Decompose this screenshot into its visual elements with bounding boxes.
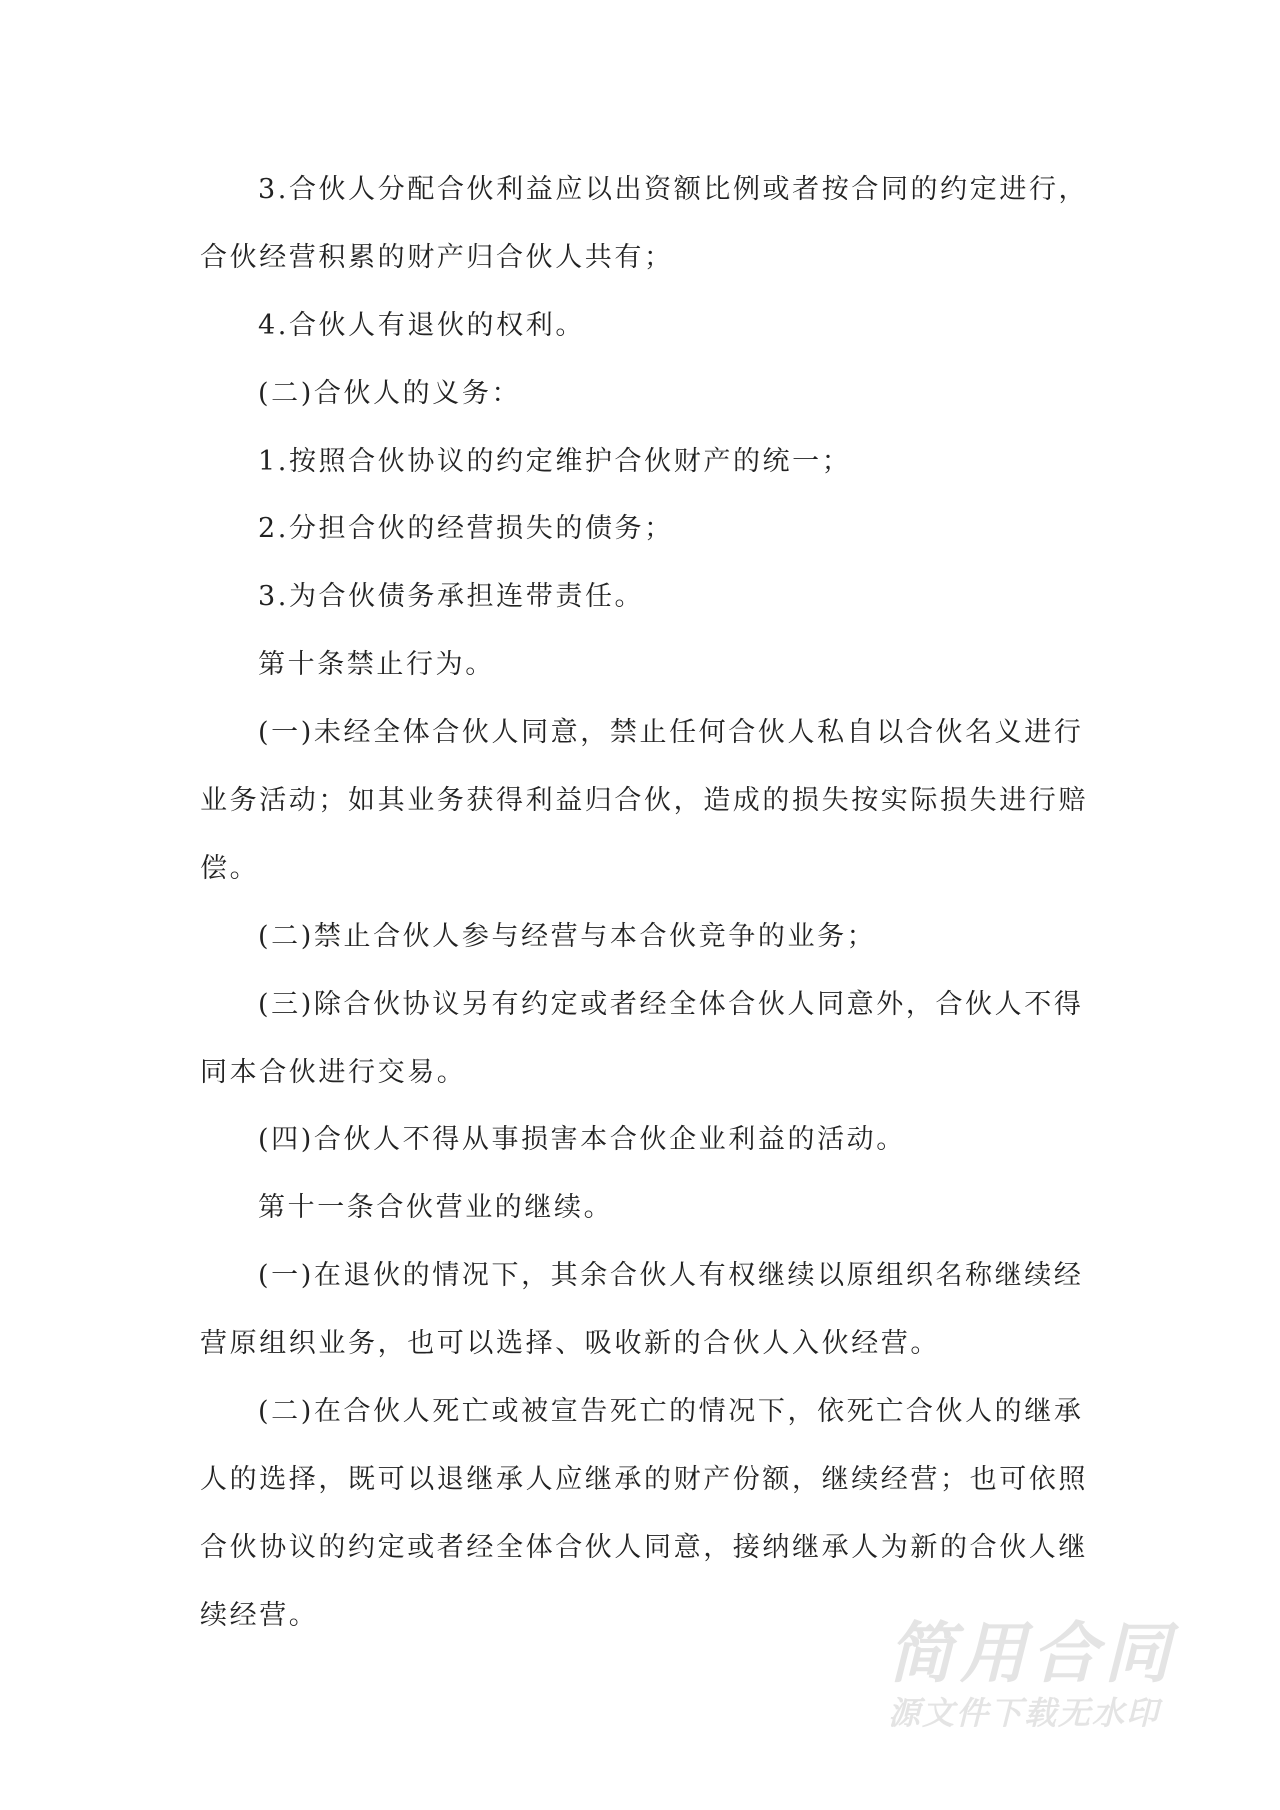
text-line: 续经营。 [200,1599,319,1631]
text-line: 合伙经营积累的财产归合伙人共有； [200,241,674,273]
document-body [200,168,1100,1662]
text-line: 第十一条合伙营业的继续。 [258,1192,614,1224]
text-line: (一)在退伙的情况下，其余合伙人有权继续以原组织名称继续经 [258,1260,1084,1292]
text-line: (二)合伙人的义务： [258,377,522,409]
text-line: (四)合伙人不得从事损害本合伙企业利益的活动。 [258,1124,906,1156]
text-line: 人的选择，既可以退继承人应继承的财产份额，继续经营；也可依照 [200,1463,1088,1495]
text-line: 第十条禁止行为。 [258,649,495,681]
text-line: 1.按照合伙协议的约定维护合伙财产的统一； [258,445,852,477]
text-line: (二)禁止合伙人参与经营与本合伙竞争的业务； [258,920,877,952]
text-line: 同本合伙进行交易。 [200,1056,467,1088]
text-line: 偿。 [200,852,260,884]
text-line: 3.合伙人分配合伙利益应以出资额比例或者按合同的约定进行， [258,174,1089,205]
watermark-subtitle: 源文件下载无水印 [888,1694,1161,1732]
watermark-logo: 简用合同 [888,1615,1176,1692]
text-line: 3.为合伙债务承担连带责任。 [258,581,645,613]
text-line: (一)未经全体合伙人同意，禁止任何合伙人私自以合伙名义进行 [258,717,1084,749]
text-line: 营原组织业务，也可以选择、吸收新的合伙人入伙经营。 [200,1328,940,1360]
text-line: 2.分担合伙的经营损失的债务； [258,513,674,545]
text-line: 合伙协议的约定或者经全体合伙人同意，接纳继承人为新的合伙人继 [200,1531,1088,1563]
text-line: 4.合伙人有退伙的权利。 [258,309,585,341]
text-line: (二)在合伙人死亡或被宣告死亡的情况下，依死亡合伙人的继承 [258,1396,1084,1428]
text-line: (三)除合伙协议另有约定或者经全体合伙人同意外，合伙人不得 [258,988,1084,1020]
text-line: 业务活动；如其业务获得利益归合伙，造成的损失按实际损失进行赔 [200,785,1088,817]
